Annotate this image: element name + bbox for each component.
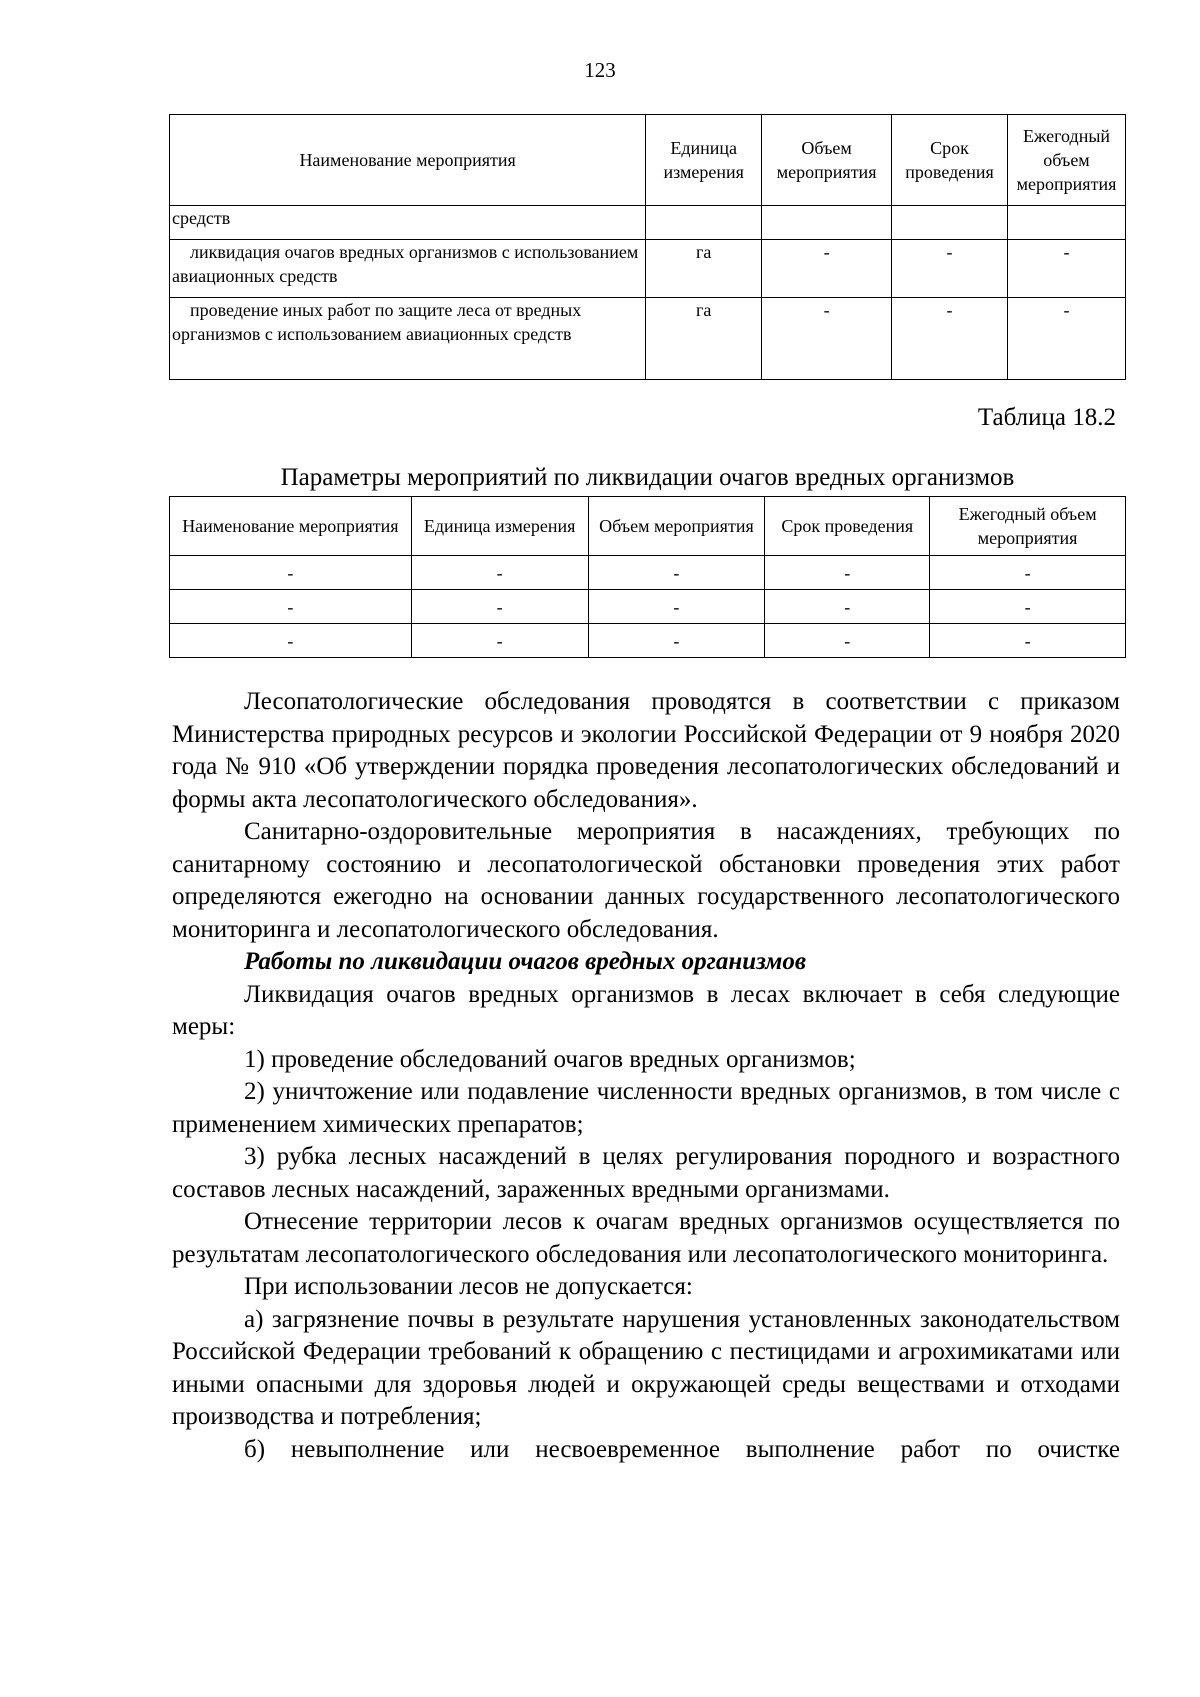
term-cell: -: [892, 298, 1008, 380]
annual-cell: -: [1008, 298, 1126, 380]
table-cell: -: [588, 590, 765, 624]
header-cell: Ежегодный объем мероприятия: [930, 497, 1126, 556]
term-cell: -: [892, 240, 1008, 298]
header-cell: Срок проведения: [765, 497, 930, 556]
body-text: [172, 686, 1120, 1466]
header-cell: Наименование мероприятия: [170, 497, 412, 556]
table-row: [170, 298, 1126, 380]
activities-table-continued: [169, 114, 1126, 380]
activity-name: ликвидация очагов вредных организмов с использованием авиационных средств: [170, 240, 646, 298]
page-number: 123: [584, 58, 616, 82]
table-cell: -: [765, 556, 930, 590]
volume-cell: -: [762, 298, 892, 380]
list-item: б) невыполнение или несвоевременное выполнение работ по очистке: [244, 1435, 1120, 1463]
table-cell: -: [930, 556, 1126, 590]
header-cell: Единица измерения: [411, 497, 588, 556]
unit-cell: га: [646, 298, 762, 380]
section-heading: Работы по ликвидации очагов вредных организмов: [244, 948, 807, 975]
header-cell: Единица измерения: [646, 115, 762, 206]
table-cell: -: [930, 624, 1126, 658]
table-row: [170, 240, 1126, 298]
table-row: [170, 624, 1126, 658]
unit-cell: га: [646, 240, 762, 298]
table-cell: -: [411, 556, 588, 590]
table-cell: -: [588, 556, 765, 590]
volume-cell: [762, 206, 892, 240]
table-row: [170, 590, 1126, 624]
table-row: [170, 206, 1126, 240]
liquidation-parameters-table: [169, 496, 1126, 658]
table-cell: -: [411, 590, 588, 624]
list-item: а) загрязнение почвы в результате нарушения установленных законодательством Российской Федерации требований к обращению с пестицидами и агрохимикатами или иными опасными для здоровья людей и окружающей среды веществами и отходами производства и потребления;: [172, 1305, 1120, 1430]
table-caption: Таблица 18.2: [977, 404, 1116, 431]
table-cell: -: [170, 590, 412, 624]
table-cell: -: [930, 590, 1126, 624]
paragraph: При использовании лесов не допускается:: [244, 1273, 693, 1300]
annual-cell: [1008, 206, 1126, 240]
header-cell: Объем мероприятия: [588, 497, 765, 556]
table-cell: -: [765, 624, 930, 658]
table-title: Параметры мероприятий по ликвидации очагов вредных организмов: [280, 464, 1015, 491]
paragraph: Лесопатологические обследования проводятся в соответствии с приказом Министерства природных ресурсов и экологии Российской Федерации от 9 ноября 2020 года № 910 «Об утверждении порядка проведения лесопатологических обследований и формы акта лесопатологического обследования».: [172, 688, 1120, 813]
paragraph: Санитарно-оздоровительные мероприятия в насаждениях, требующих по санитарному состоянию и лесопатологической обстановки проведения этих работ определяются ежегодно на основании данных государственного лесопатологического мониторинга и лесопатологического обследования.: [172, 818, 1120, 943]
volume-cell: -: [762, 240, 892, 298]
table-header-row: [170, 115, 1126, 206]
header-cell: Срок проведения: [892, 115, 1008, 206]
activity-name: проведение иных работ по защите леса от вредных организмов с использованием авиационных средств: [170, 298, 646, 380]
annual-cell: -: [1008, 240, 1126, 298]
table-cell: -: [411, 624, 588, 658]
header-cell: Объем мероприятия: [762, 115, 892, 206]
table-cell: -: [170, 624, 412, 658]
paragraph: Отнесение территории лесов к очагам вредных организмов осуществляется по результатам лесопатологического обследования или лесопатологического мониторинга.: [172, 1208, 1120, 1268]
unit-cell: [646, 206, 762, 240]
activity-name: средств: [170, 206, 646, 240]
table-header-row: [170, 497, 1126, 556]
table-row: [170, 556, 1126, 590]
paragraph: Ликвидация очагов вредных организмов в лесах включает в себя следующие меры:: [172, 980, 1120, 1040]
table-cell: -: [170, 556, 412, 590]
header-cell: Ежегодный объем мероприятия: [1008, 115, 1126, 206]
table-cell: -: [765, 590, 930, 624]
list-item: 2) уничтожение или подавление численности вредных организмов, в том числе с применением химических препаратов;: [172, 1078, 1120, 1138]
list-item: 3) рубка лесных насаждений в целях регулирования породного и возрастного составов лесных насаждений, зараженных вредными организмами.: [172, 1143, 1120, 1203]
term-cell: [892, 206, 1008, 240]
table-cell: -: [588, 624, 765, 658]
list-item: 1) проведение обследований очагов вредных организмов;: [244, 1045, 856, 1073]
header-cell: Наименование мероприятия: [170, 115, 646, 206]
